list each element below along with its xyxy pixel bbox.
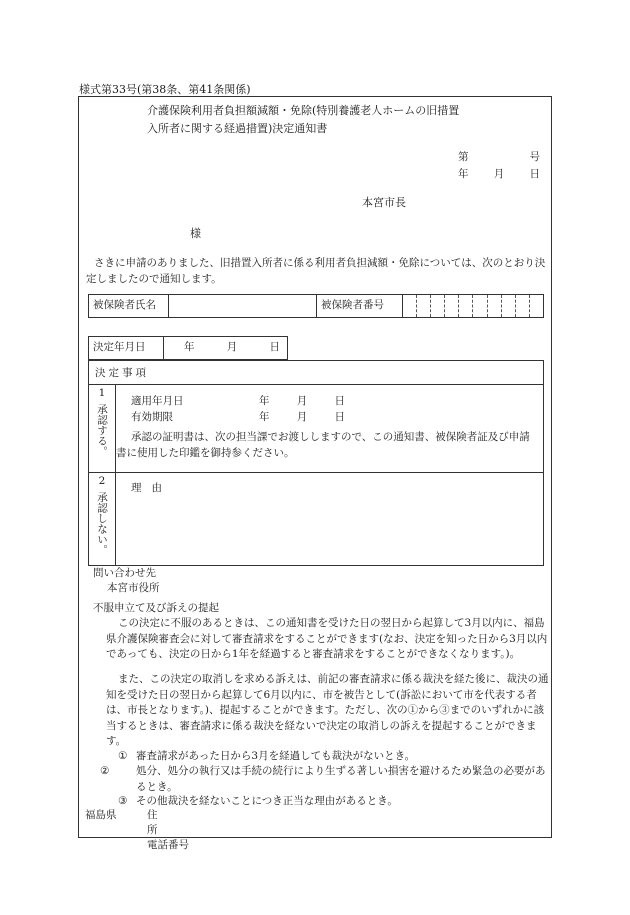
decision-year-label: 年: [184, 341, 195, 354]
valid-period-row: [131, 409, 536, 425]
applied-day-label: 日: [334, 395, 345, 407]
issue-date: [458, 166, 540, 183]
decision-month-label: 月: [226, 341, 238, 354]
approve-note: 承認の証明書は、次の担当課でお渡ししますので、この通知書、被保険者証及び申請書に使用した印鑑を御持参ください。: [116, 431, 530, 459]
insured-number-digit-box[interactable]: [430, 295, 444, 317]
reject-number-column: [89, 473, 116, 565]
insured-table: [88, 294, 544, 318]
insured-number-digit-box[interactable]: [529, 295, 543, 317]
applied-year-label: 年: [259, 395, 270, 407]
applied-date-label: 適用年月日: [131, 395, 184, 407]
insured-name-field[interactable]: [169, 295, 317, 318]
approve-section: [89, 385, 543, 473]
reject-reason-label: 理由: [131, 482, 172, 494]
insured-number-digit-box[interactable]: [403, 295, 416, 317]
decision-date-label: 決定年月日: [89, 337, 164, 360]
title-line-2: 入所者に関する経過措置)決定通知書: [147, 122, 328, 135]
issue-month-label: 月: [493, 168, 505, 180]
issuer-name: 本宮市長: [362, 196, 406, 209]
appeal-paragraph-1: この決定に不服のあるときは、この通知書を受けた日の翌日から起算して3月以内に、福島県介護保険審査会に対して審査請求をすることができます(なお、決定を知った日から3月以内であっても、決定の日から1年を経過すると審査請求をすることができなくなります。)。: [106, 617, 548, 660]
insured-number-digit-box[interactable]: [458, 295, 472, 317]
decision-day-label: 日: [269, 341, 280, 354]
inquiry-office: 本宮市役所: [107, 582, 160, 594]
contact-address-label: 住所: [147, 809, 184, 836]
applied-date-row: [131, 393, 536, 409]
valid-month-label: 月: [296, 411, 308, 423]
appeal-item-1: [118, 749, 548, 765]
appeal-item-2-text: 処分、処分の執行又は手続の続行により生ずる著しい損害を避けるため緊急の必要があるとき。: [136, 765, 546, 793]
insured-number-digit-box[interactable]: [416, 295, 430, 317]
issue-day-label: 日: [529, 168, 540, 180]
insured-number-digit-box[interactable]: [472, 295, 486, 317]
applied-month-label: 月: [296, 395, 308, 407]
valid-year-label: 年: [259, 411, 270, 423]
form-number-label: 様式第33号(第38条、第41条関係): [79, 83, 251, 96]
appeal-paragraph-2: また、この決定の取消しを求める訴えは、前記の審査請求に係る裁決を経た後に、裁決の通知を受けた日の翌日から起算して6月以内に、市を被告として(訴訟において市を代表する者は、市長となります。)、提起することができます。ただし、次の①から③までのいずれかに該当するときは、審査請求に係る裁決を経ないで決定の取消しの訴えを提起することができます。: [106, 673, 549, 747]
reject-label: 承認しない。: [96, 491, 108, 555]
decision-box: [88, 360, 544, 566]
appeal-item-2: [100, 764, 550, 795]
document-title: [147, 102, 459, 138]
reject-section: [89, 473, 543, 565]
contact-block: [85, 808, 199, 853]
document-number-block: [458, 149, 540, 183]
insured-number-digit-box[interactable]: [515, 295, 529, 317]
approve-number-column: [89, 385, 116, 472]
contact-phone-label: 電話番号: [147, 839, 189, 851]
insured-number-digit-box[interactable]: [487, 295, 501, 317]
number-prefix: 第: [458, 151, 469, 163]
approve-number: 1: [98, 387, 106, 399]
reject-number: 2: [98, 475, 106, 487]
appeal-title: 不服申立て及び訴えの提起: [93, 602, 219, 614]
insured-number-digit-box[interactable]: [501, 295, 515, 317]
appeal-item-3-mark: ③: [118, 795, 128, 807]
appeal-item-1-mark: ①: [118, 750, 128, 762]
intro-paragraph: さきに申請のありました、旧措置入所者に係る利用者負担減額・免除については、次のとおり決定しましたので通知します。: [86, 257, 546, 285]
title-line-1: 介護保険利用者負担額減額・免除(特別養護老人ホームの旧措置: [147, 104, 460, 117]
decision-header: 決定事項: [89, 361, 543, 385]
valid-day-label: 日: [334, 411, 345, 423]
contact-prefecture: 福島県: [85, 809, 117, 821]
number-suffix: 号: [529, 151, 540, 163]
insured-name-label: 被保険者氏名: [89, 295, 169, 318]
decision-date-field[interactable]: [164, 337, 288, 360]
decision-date-table: [88, 336, 288, 360]
inquiry-label: 問い合わせ先: [93, 567, 156, 579]
approve-label: 承認する。: [96, 403, 108, 457]
appeal-item-1-text: 審査請求があった日から3月を経過しても裁決がないとき。: [136, 750, 416, 762]
insured-number-digit-box[interactable]: [444, 295, 458, 317]
appeal-item-3-text: その他裁決を経ないことにつき正当な理由があるとき。: [136, 795, 398, 807]
valid-period-label: 有効期限: [131, 411, 173, 423]
insured-number-field[interactable]: [403, 295, 544, 318]
appeal-item-2-mark: ②: [100, 765, 110, 777]
insured-number-label: 被保険者番号: [317, 295, 403, 318]
issue-year-label: 年: [458, 168, 469, 180]
approve-content: [116, 393, 536, 461]
insured-number-digits: [403, 295, 543, 317]
addressee-suffix: 様: [190, 227, 201, 240]
